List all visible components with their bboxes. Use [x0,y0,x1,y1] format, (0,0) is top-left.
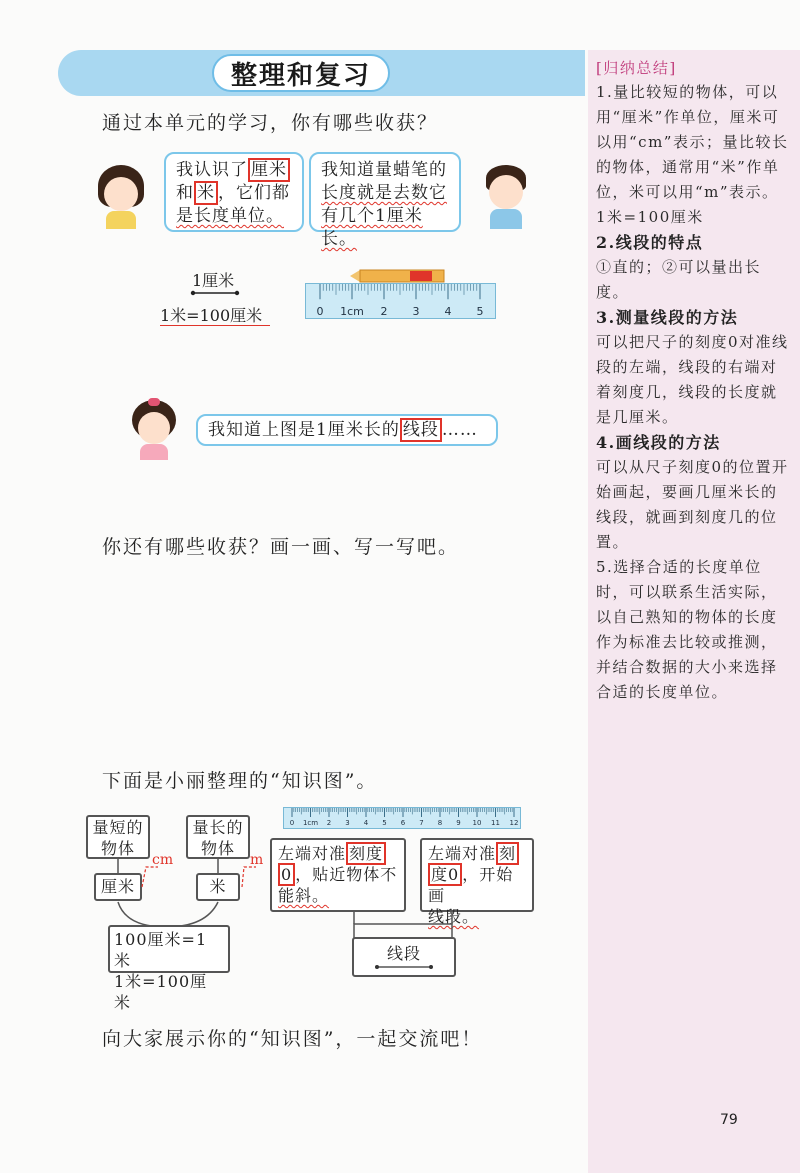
meter-equation: 1米=100厘米 [160,306,263,325]
box-text: 能斜。 [278,886,330,905]
ruler-small [283,807,521,829]
bubble-text: 我知道量蜡笔的 [321,160,447,180]
ruler-label: 12 [509,819,519,827]
ruler-label: 11 [491,819,500,827]
girl-avatar-2 [130,398,178,460]
map-intro: 下面是小丽整理的“知识图”。 [102,770,378,792]
page-number: 79 [720,1112,738,1128]
ruler-label: 7 [419,819,424,827]
ruler-label: 3 [345,819,350,827]
map-connectors [86,855,286,935]
one-cm-segment [190,288,240,298]
speech-bubble-girl [196,414,498,446]
ruler-label: 2 [380,305,388,318]
sidebar-content [596,80,792,705]
ruler-big [305,283,496,319]
ruler-label: 6 [400,819,406,827]
highlight-zero: 度0 [428,863,462,886]
segment-line [374,963,434,971]
boy-avatar [482,165,530,229]
equation-box [108,925,230,1012]
equation-1: 100厘米=1米 [114,930,208,970]
segment-label: 1厘米 [192,271,235,290]
ruler-label: 3 [412,305,420,318]
summary-5: 5.选择合适的长度单位时，可以联系生活实际，以自己熟知的物体的长度作为标准去比较或推测，并结合数据的大小来选择合适的长度单位。 [596,558,778,701]
summary-1: 1.量比较短的物体，可以用“厘米”作单位，厘米可以用“cm”表示；量比较长的物体，通常用“米”作单位，米可以用“m”表示。 [596,83,789,201]
summary-3: 可以把尺子的刻度0对准线段的左端，线段的右端对着刻度几，线段的长度就是几厘米。 [596,333,789,426]
ruler-label: 4 [444,305,452,318]
box-text: 线段 [386,944,421,963]
equation-2: 1米=100厘米 [114,972,208,1012]
box-text: ，贴近物体不 [295,865,398,884]
box-text: ，开始画 [428,865,514,905]
box-text: 量短的物体 [92,818,144,858]
highlight-m: 米 [194,181,218,205]
ruler-label: 0 [289,819,295,827]
summary-2: ①直的；②可以量出长度。 [596,258,762,301]
highlight-scale: 刻 [496,842,519,865]
bubble-text: 是长度单位。 [176,206,284,226]
speech-bubble-right [309,152,461,249]
ruler-label: 9 [456,819,461,827]
segment-box [352,937,456,977]
m-label: m [250,852,264,868]
bubble-text: …… [441,420,478,440]
bubble-text: 我知道上图是1厘米长的 [208,420,400,440]
highlight-cm: 厘米 [248,158,290,182]
bubble-text: 和 [176,183,194,203]
cm-box: 厘米 [94,873,142,901]
draw-method-box [420,838,534,926]
bubble-text: ，它们都 [218,183,290,203]
summary-3-heading: 3.测量线段的方法 [596,308,739,327]
ruler-label: 0 [316,305,324,318]
highlight-segment: 线段 [400,418,442,442]
wavy-underline [160,325,270,326]
question-1: 通过本单元的学习，你有哪些收获？ [102,112,439,134]
bubble-text: 我认识了 [176,160,248,180]
long-object-box [186,815,250,859]
bubble-text: 长度就是去数它 [321,183,447,203]
box-text: 左端对准 [428,844,497,863]
highlight-scale: 刻度 [346,842,386,865]
summary-1b: 1米=100厘米 [596,208,704,226]
short-object-box [86,815,150,859]
measure-method-box [270,838,406,912]
closing-text: 向大家展示你的“知识图”，一起交流吧！ [102,1028,483,1050]
question-2: 你还有哪些收获？画一画、写一写吧。 [102,536,460,558]
page-title: 整理和复习 [212,54,390,92]
ruler-label: 1cm [302,819,319,827]
ruler-label: 8 [437,819,443,827]
summary-4-heading: 4.画线段的方法 [596,433,721,452]
speech-bubble-left [164,152,304,232]
summary-4: 可以从尺子刻度0的位置开始画起，要画几厘米长的线段，就画到刻度几的位置。 [596,458,789,551]
bubble-text: 有几个1厘米长。 [321,206,423,249]
highlight-zero: 0 [278,863,295,886]
ruler-label: 5 [476,305,484,318]
ruler-label: 10 [472,819,482,827]
girl-avatar [96,165,146,229]
box-text: 线段。 [428,907,480,926]
ruler-label: 2 [326,819,332,827]
ruler-label: 1cm [340,305,364,318]
sidebar-heading: [归纳总结] [596,59,677,77]
ruler-label: 4 [363,819,369,827]
summary-2-heading: 2.线段的特点 [596,233,704,252]
cm-label: cm [152,852,174,868]
box-text: 量长的物体 [192,818,244,858]
segment-connectors [340,910,470,940]
box-text: 左端对准 [278,844,347,863]
m-box: 米 [196,873,240,901]
ruler-label: 5 [382,819,387,827]
crayon-icon [350,268,450,284]
